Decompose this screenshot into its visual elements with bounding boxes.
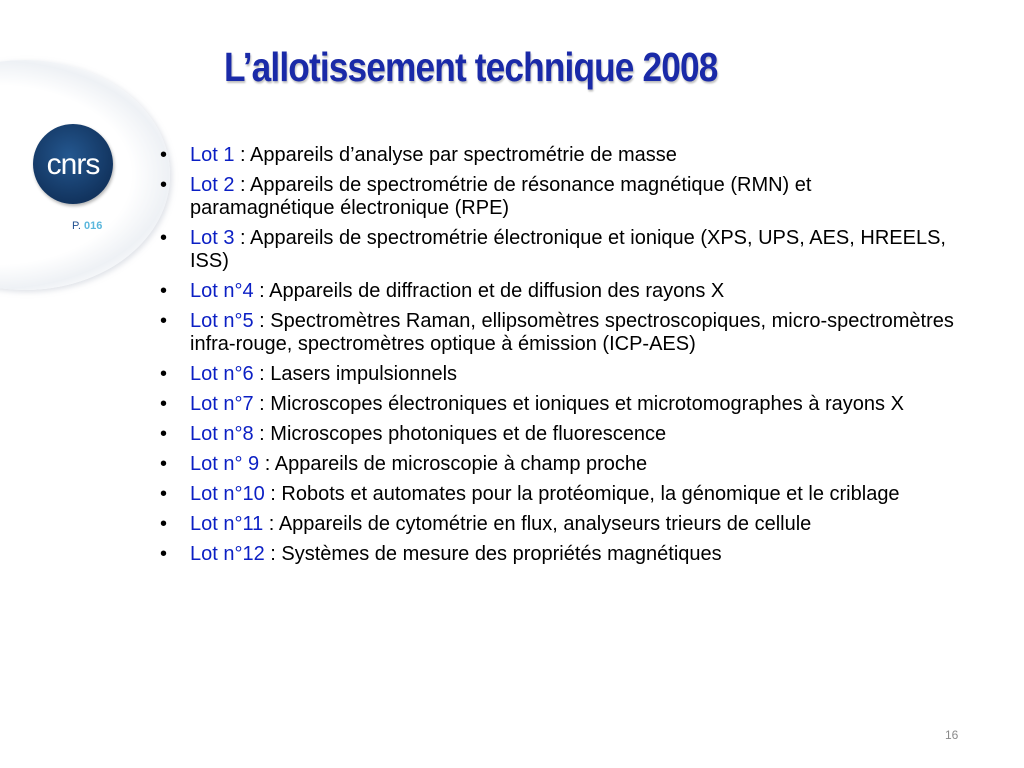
- bullet-icon: •: [160, 174, 168, 196]
- bullet-icon: •: [160, 363, 168, 385]
- list-item: [160, 280, 960, 303]
- slide-title: L’allotissement technique 2008: [224, 44, 718, 90]
- list-item: [160, 513, 960, 536]
- lot-description: : Appareils de cytométrie en flux, analyseurs trieurs de cellule: [263, 513, 812, 535]
- lot-label: Lot 1: [190, 144, 235, 166]
- lot-label: Lot n°6: [190, 363, 254, 385]
- list-item: [160, 483, 960, 506]
- bullet-icon: •: [160, 144, 168, 166]
- lot-list: [160, 144, 960, 573]
- lot-description: : Microscopes électroniques et ioniques et microtomographes à rayons X: [253, 393, 904, 415]
- lot-label: Lot n°11: [190, 513, 264, 535]
- lot-description: : Systèmes de mesure des propriétés magnétiques: [264, 543, 722, 565]
- list-item: [160, 393, 960, 416]
- bullet-icon: •: [160, 310, 168, 332]
- bullet-icon: •: [160, 227, 168, 249]
- lot-description: : Appareils de spectrométrie de résonance magnétique (RMN) et paramagnétique électronique (RPE): [190, 174, 812, 219]
- cnrs-logo: [33, 124, 117, 208]
- bullet-icon: •: [160, 280, 168, 302]
- list-item: [160, 423, 960, 446]
- page-code-number: 016: [84, 220, 103, 232]
- lot-label: Lot n°8: [190, 423, 254, 445]
- lot-label: Lot n°4: [190, 280, 254, 302]
- list-item: [160, 227, 960, 273]
- list-item: [160, 363, 960, 386]
- lot-description: : Appareils de microscopie à champ proche: [259, 453, 648, 475]
- slide-number: 16: [945, 728, 959, 742]
- lot-label: Lot n° 9: [190, 453, 260, 475]
- bullet-icon: •: [160, 393, 168, 415]
- lot-description: : Microscopes photoniques et de fluorescence: [253, 423, 667, 445]
- lot-label: Lot n°12: [190, 543, 265, 565]
- list-item: [160, 543, 960, 566]
- lot-description: : Spectromètres Raman, ellipsomètres spectroscopiques, micro-spectromètres infra-rouge, spectromètres optique à émission (ICP-AES): [190, 310, 954, 355]
- list-item: [160, 310, 960, 356]
- lot-label: Lot n°7: [190, 393, 254, 415]
- bullet-icon: •: [160, 483, 168, 505]
- lot-description: : Appareils de diffraction et de diffusion des rayons X: [253, 280, 725, 302]
- bullet-icon: •: [160, 543, 168, 565]
- lot-description: : Lasers impulsionnels: [253, 363, 458, 385]
- lot-label: Lot n°10: [190, 483, 265, 505]
- lot-description: : Appareils de spectrométrie électronique et ionique (XPS, UPS, AES, HREELS, ISS): [190, 227, 946, 272]
- lot-description: : Robots et automates pour la protéomique, la génomique et le criblage: [264, 483, 900, 505]
- lot-description: : Appareils d’analyse par spectrométrie de masse: [234, 144, 677, 166]
- list-item: [160, 174, 960, 220]
- page-code: [72, 220, 102, 232]
- list-item: [160, 144, 960, 167]
- bullet-icon: •: [160, 423, 168, 445]
- page-code-prefix: P.: [72, 220, 81, 232]
- lot-label: Lot 3: [190, 227, 235, 249]
- cnrs-logo-circle: [33, 124, 113, 204]
- list-item: [160, 453, 960, 476]
- bullet-icon: •: [160, 513, 168, 535]
- cnrs-logo-mark: [33, 124, 113, 204]
- cnrs-logo-text: cnrs: [46, 148, 100, 181]
- bullet-icon: •: [160, 453, 168, 475]
- lot-label: Lot 2: [190, 174, 235, 196]
- lot-label: Lot n°5: [190, 310, 254, 332]
